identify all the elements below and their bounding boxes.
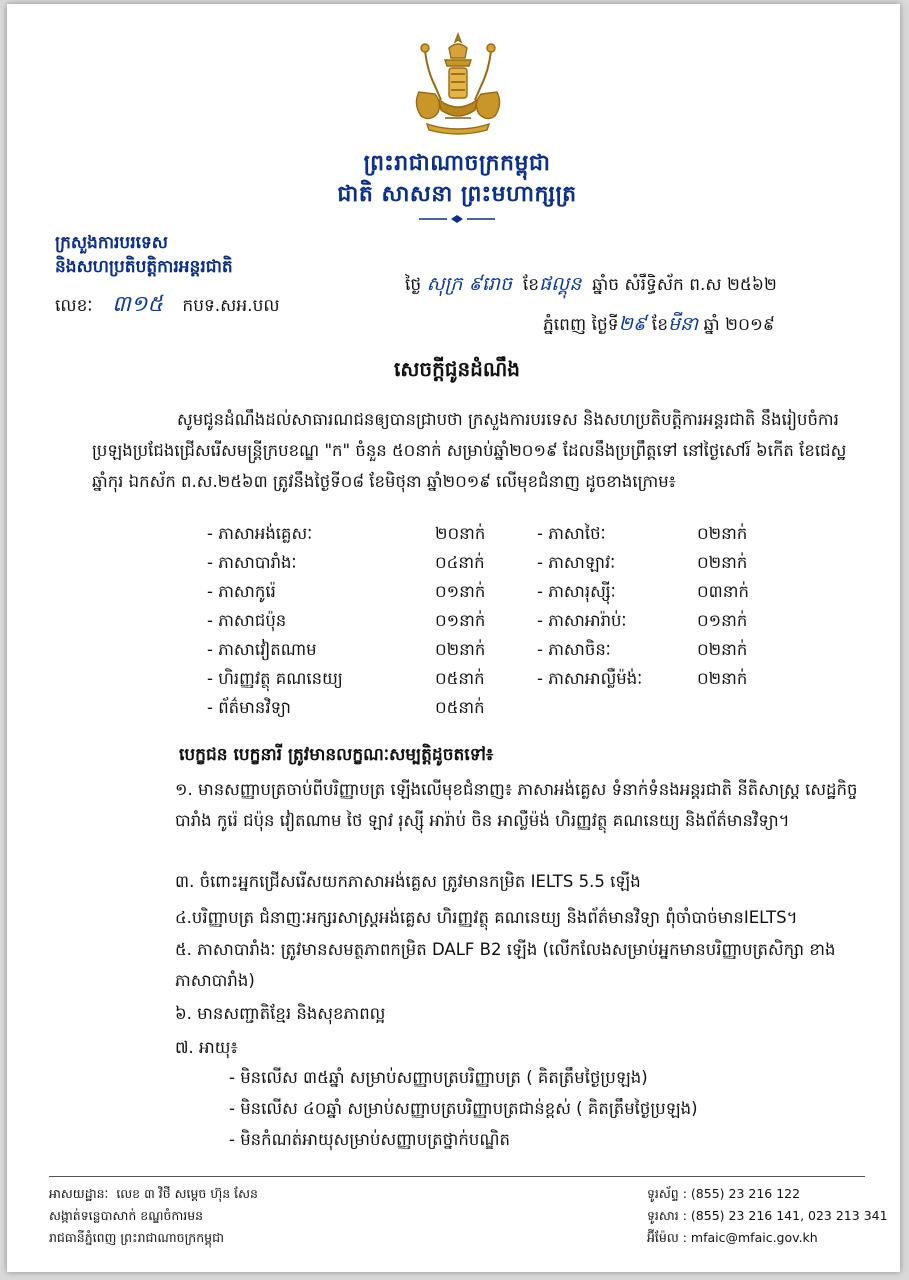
quota-subject: - ភាសាជប៉ុន	[207, 611, 287, 630]
age-requirement: - មិនលើស ៣៥ឆ្នាំ សម្រាប់សញ្ញាបត្របរិញ្ញាបត្រ ( គិតត្រឹមថ្ងៃប្រឡង)	[229, 1068, 648, 1087]
quota-subject: - ភាសាវៀតណាម	[207, 640, 317, 659]
quota-subject: - ភាសារុស្ស៊ីៈ	[537, 582, 616, 601]
reference-number	[55, 290, 280, 322]
quota-count: ០២នាក់	[435, 640, 486, 659]
kingdom-title: ព្រះរាជាណាចក្រកម្ពុជា	[363, 151, 551, 176]
quota-count: ០៤នាក់	[435, 553, 485, 572]
criteria-item: ១. មានសញ្ញាបត្រចាប់ពីបរិញ្ញាបត្រ ឡើងលើមុខជំនាញ៖ ភាសាអង់គ្លេស ទំនាក់ទំនងអន្តរជាតិ នីតិសាស្ត្រ សេដ្ឋកិច្ច បារាំង កូរ៉េ ជប៉ុន វៀតណាម ថៃ ឡាវ រុស្ស៊ី អារ៉ាប់ ចិន អាល្លឺម៉ង់ ហិរញ្ញវត្ថុ គណនេយ្យ និងព័ត៌មានវិទ្យា។	[175, 780, 858, 830]
solar-date-year: ឆ្នាំ ២០១៩	[703, 315, 775, 335]
quota-count: ០២នាក់	[697, 524, 748, 543]
quota-subject: - ភាសាបារាំងៈ	[207, 553, 297, 572]
solar-date-day: ២៩	[618, 313, 647, 335]
footer-address-line3: រាជធានីភ្នំពេញ ព្រះរាជាណាចក្រកម្ពុជា	[49, 1230, 224, 1245]
quota-count: ២០នាក់	[435, 524, 486, 543]
quota-subject: - ភាសាអារ៉ាប់ៈ	[537, 611, 627, 630]
quota-count: ០២នាក់	[697, 640, 748, 659]
footer-fax	[647, 1208, 888, 1227]
lunar-date-month: ផល្គុន	[539, 273, 582, 295]
ornament-divider-icon	[417, 214, 497, 224]
footer-phone	[647, 1186, 800, 1205]
quota-count: ០៣នាក់	[697, 582, 749, 601]
quota-count: ០១នាក់	[435, 611, 486, 630]
criteria-heading: បេក្ខជន បេក្ខនារី ត្រូវមានលក្ខណៈសម្បត្តិដូចតទៅ៖	[179, 745, 494, 765]
lunar-date-year: ឆ្នាំច សំរឹទ្ធិស័ក ព.ស ២៥៦២	[592, 275, 777, 295]
quota-subject: - ភាសាចិនៈ	[537, 640, 611, 659]
criteria-item: ៤.បរិញ្ញាបត្រ ជំនាញៈអក្សរសាស្ត្រអង់គ្លេស ហិរញ្ញវត្ថុ គណនេយ្យ និងព័ត៌មានវិទ្យា ពុំចាំបាច់មានIELTS។	[175, 908, 798, 927]
quota-subject: - ភាសាអាល្លឺម៉ង់ៈ	[537, 669, 643, 688]
ministry-name-line1: ក្រសួងការបរទេស	[55, 233, 168, 253]
quota-subject: - ភាសាថៃៈ	[537, 524, 606, 543]
lunar-date-prefix: ថ្ងៃ	[405, 275, 422, 295]
solar-date	[543, 312, 775, 340]
age-requirement: - មិនលើស ៤០ឆ្នាំ សម្រាប់សញ្ញាបត្របរិញ្ញាបត្រជាន់ខ្ពស់ ( គិតត្រឹមថ្ងៃប្រឡង)	[229, 1099, 698, 1118]
solar-date-month: មីនា	[667, 313, 699, 335]
ministry-name-line2: និងសហប្រតិបត្តិការអន្តរជាតិ	[55, 257, 233, 277]
quota-subject: - ហិរញ្ញវត្ថុ គណនេយ្យ	[207, 669, 343, 688]
footer-phone-label: ទូរស័ព្ទ :	[647, 1186, 687, 1201]
age-requirement: - មិនកំណត់អាយុសម្រាប់សញ្ញាបត្រថ្នាក់បណ្ឌិត	[229, 1130, 510, 1149]
quota-count: ០១នាក់	[435, 582, 486, 601]
solar-date-prefix: ភ្នំពេញ ថ្ងៃទី	[543, 315, 619, 335]
quota-count: ០២នាក់	[697, 553, 748, 572]
footer-address-line1	[49, 1186, 258, 1205]
lunar-date-day: សុក្រ ៩រោច	[426, 273, 513, 295]
quota-subject: - ព័ត៌មានវិទ្យា	[207, 698, 291, 717]
criteria-item: ៣. ចំពោះអ្នកជ្រើសរើសយកភាសាអង់គ្លេស ត្រូវមានកម្រិត IELTS 5.5 ឡើង	[175, 872, 641, 891]
footer-divider	[49, 1176, 865, 1177]
quota-count: ០២នាក់	[697, 669, 748, 688]
footer-email	[647, 1230, 818, 1249]
lunar-date-month-label: ខែ	[522, 275, 540, 295]
footer-email-link[interactable]: mfaic@mfaic.gov.kh	[690, 1230, 818, 1245]
quota-count: ០៥នាក់	[435, 669, 485, 688]
footer-phone-value: (855) 23 216 122	[690, 1186, 801, 1201]
criteria-item: ៥. ភាសាបារាំងៈ ត្រូវមានសមត្ថភាពកម្រិត DALF B2 ឡើង (លើកលែងសម្រាប់អ្នកមានបរិញ្ញាបត្រសិក្សា ខាងភាសាបារាំង)	[175, 940, 836, 990]
solar-date-month-label: ខែ	[651, 315, 668, 335]
footer-address-text: លេខ ៣ វិថី សម្តេច ហ៊ុន សែន	[116, 1186, 258, 1201]
lunar-date	[405, 272, 777, 300]
criteria-item: ៧. អាយុ៖	[175, 1038, 238, 1057]
letter-page	[7, 4, 900, 1272]
footer-fax-value: (855) 23 216 141, 023 213 341	[690, 1208, 888, 1223]
quota-subject: - ភាសាឡាវៈ	[537, 553, 616, 572]
national-motto: ជាតិ សាសនា ព្រះមហាក្សត្រ	[337, 182, 577, 207]
footer-fax-label: ទូរសារ :	[647, 1208, 687, 1223]
quota-count: ០៥នាក់	[435, 698, 485, 717]
reference-number-value: ៣១៥	[111, 292, 163, 317]
reference-suffix: កបទ.សអ.បល	[182, 296, 280, 316]
document-subject: សេចក្តីជូនដំណឹង	[394, 357, 520, 381]
quota-subject: - ភាសាអង់គ្លេសៈ	[207, 524, 313, 543]
quota-count: ០១នាក់	[697, 611, 748, 630]
quota-subject: - ភាសាកូរ៉េ	[207, 582, 276, 601]
footer-address-line2: សង្កាត់ទន្លេបាសាក់ ខណ្ឌចំការមន	[49, 1208, 204, 1223]
intro-paragraph: សូមជូនដំណឹងដល់សាធារណជនឲ្យបានជ្រាបថា ក្រសួងការបរទេស និងសហប្រតិបត្តិការអន្តរជាតិ នឹងរៀបចំការប្រឡងប្រជែងជ្រើសរើសមន្ត្រីក្របខណ្ឌ "ក" ចំនួន ៥០នាក់ សម្រាប់ឆ្នាំ២០១៩ ដែលនឹងប្រព្រឹត្តទៅ នៅថ្ងៃសៅរ៍ ៦កើត ខែជេស្ឋ ឆ្នាំកុរ ឯកស័ក ព.ស.២៥៦៣ ត្រូវនឹងថ្ងៃទី០៨ ខែមិថុនា ឆ្នាំ២០១៩ លើមុខជំនាញ ដូចខាងក្រោម៖	[92, 410, 847, 491]
royal-coat-of-arms-icon	[405, 30, 511, 138]
criteria-item: ៦. មានសញ្ជាតិខ្មែរ និងសុខភាពល្អ	[175, 1004, 386, 1023]
footer-address-label: អាសយដ្ឋានៈ	[49, 1186, 109, 1201]
reference-label: លេខៈ	[55, 296, 93, 316]
footer-email-label: អ៊ីម៉ែល :	[647, 1230, 687, 1245]
